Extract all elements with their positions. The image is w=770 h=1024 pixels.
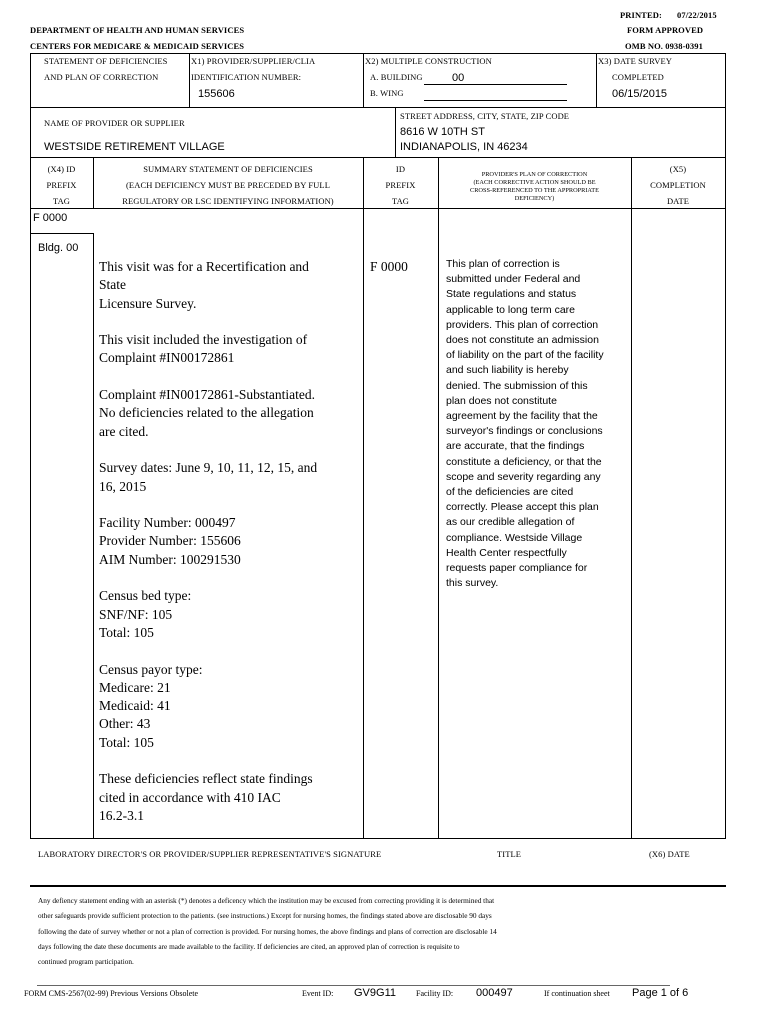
summary-line: Total: 105: [99, 624, 154, 640]
page-number: Page 1 of 6: [632, 987, 689, 999]
plan-instruction-3: DEFICIENCY): [514, 195, 555, 202]
provider-name-label: NAME OF PROVIDER OR SUPPLIER: [44, 118, 185, 128]
signature-rule: [30, 885, 726, 887]
x3-label: X3) DATE SURVEY: [598, 56, 673, 66]
footnote-line: continued program participation.: [38, 957, 134, 967]
signature-label: LABORATORY DIRECTOR'S OR PROVIDER/SUPPLIER REPRESENTATIVE'S SIGNATURE: [38, 849, 382, 859]
summary-line: Census bed type:: [99, 588, 192, 604]
department-name: DEPARTMENT OF HEALTH AND HUMAN SERVICES: [30, 25, 245, 35]
completion-label: COMPLETION: [650, 180, 706, 190]
summary-line: Licensure Survey.: [99, 295, 197, 311]
wing-label: B. WING: [370, 88, 404, 98]
event-id-value: GV9G11: [354, 987, 396, 999]
plan-line: agreement by the facility that the: [446, 410, 598, 423]
event-id-label: Event ID:: [302, 989, 334, 998]
plan-line: submitted under Federal and: [446, 273, 581, 286]
building-value: 00: [452, 72, 465, 84]
summary-line: cited in accordance with 410 IAC: [99, 789, 281, 805]
summary-line: State: [99, 277, 126, 293]
address-line-2: INDIANAPOLIS, IN 46234: [400, 141, 528, 153]
plan-line: plan does not constitute: [446, 394, 557, 407]
provider-name-value: WESTSIDE RETIREMENT VILLAGE: [44, 141, 225, 153]
agency-name: CENTERS FOR MEDICARE & MEDICAID SERVICES: [30, 41, 245, 51]
summary-line: Total: 105: [99, 734, 154, 750]
disclosure-footnote: [38, 893, 718, 969]
plan-line: as our credible allegation of: [446, 516, 575, 529]
plan-line: of liability on the part of the facility: [446, 349, 604, 362]
printed-label: PRINTED:: [620, 10, 662, 20]
summary-line: Medicare: 21: [99, 679, 171, 695]
address-label: STREET ADDRESS, CITY, STATE, ZIP CODE: [400, 111, 570, 121]
plan-line: compliance. Westside Village: [446, 531, 583, 544]
footnote-line: Any defiency statement ending with an asterisk (*) denotes a deficency which the institution may be excused from correcting providing it is determined that: [38, 896, 495, 905]
plan-line: and such liability is hereby: [446, 364, 569, 377]
form-approved-label: FORM APPROVED: [627, 25, 704, 35]
date-label: DATE: [666, 196, 690, 206]
id-label: ID: [395, 164, 406, 174]
summary-line: This visit was for a Recertification and: [99, 259, 309, 274]
plan-tag: F 0000: [370, 259, 408, 274]
statement-label: STATEMENT OF DEFICIENCIES: [44, 56, 168, 66]
plan-line: are accurate, that the findings: [446, 440, 585, 453]
plan-line: scope and severity regarding any: [446, 470, 601, 483]
plan-of-correction-text: [446, 257, 630, 591]
signature-date-label: (X6) DATE: [649, 849, 690, 859]
address-line-1: 8616 W 10TH ST: [400, 126, 485, 138]
id-prefix-label: PREFIX: [385, 180, 416, 190]
summary-line: Complaint #IN00172861: [99, 350, 235, 366]
plan-line: of the deficiencies are cited: [446, 486, 574, 499]
plan-line: applicable to long term care: [446, 303, 575, 316]
plan-line: denied. The submission of this: [446, 379, 588, 392]
footer-rule: [37, 985, 670, 986]
footnote-line: other safeguards provide sufficient protection to the patients. (see instructions.) Except for nursing homes, the findings stated above are disclosable 90 days: [38, 911, 492, 921]
identification-number-label: IDENTIFICATION NUMBER:: [191, 72, 302, 82]
plan-line: State regulations and status: [446, 288, 577, 301]
footnote-line: following the date of survey whether or not a plan of correction is provided. For nursing homes, the above findings and plans of correction are disclosable 14: [38, 926, 497, 936]
plan-line: Health Center respectfully: [446, 546, 567, 559]
plan-line: correctly. Please accept this plan: [446, 501, 599, 514]
summary-statement-label: SUMMARY STATEMENT OF DEFICIENCIES: [143, 164, 313, 174]
summary-line: These deficiencies reflect state findings: [99, 771, 313, 787]
summary-line: Complaint #IN00172861-Substantiated.: [99, 387, 315, 403]
identification-number-value: 155606: [198, 88, 235, 100]
facility-id-value: 000497: [476, 987, 513, 999]
plan-line: requests paper compliance for: [446, 562, 588, 575]
summary-instruction-1: (EACH DEFICIENCY MUST BE PRECEDED BY FULL: [125, 180, 331, 190]
top-rule: [30, 53, 726, 54]
building-label: A. BUILDING: [370, 72, 423, 82]
plan-line: surveyor's findings or conclusions: [446, 425, 603, 438]
plan-line: providers. This plan of correction: [446, 318, 599, 331]
x4-id-label: (X4) ID: [47, 164, 76, 174]
summary-line: 16.2-3.1: [99, 807, 144, 823]
deficiency-tag: F 0000: [33, 212, 68, 224]
x4-prefix-label: PREFIX: [46, 180, 77, 190]
x5-label: (X5): [669, 164, 687, 174]
plan-of-correction-label: AND PLAN OF CORRECTION: [44, 72, 159, 82]
summary-line: Survey dates: June 9, 10, 11, 12, 15, and: [99, 460, 318, 476]
plan-line: does not constitute an admission: [446, 334, 599, 347]
summary-line: 16, 2015: [99, 478, 147, 494]
omb-number: OMB NO. 0938-0391: [625, 41, 703, 51]
id-tag-label: TAG: [391, 196, 410, 206]
printed-date: 07/22/2015: [677, 10, 717, 20]
continuation-label: If continuation sheet: [544, 989, 610, 998]
summary-line: This visit included the investigation of: [99, 332, 308, 348]
summary-line: are cited.: [99, 423, 149, 439]
facility-id-label: Facility ID:: [416, 989, 454, 998]
x1-label: X1) PROVIDER/SUPPLIER/CLIA: [191, 56, 316, 66]
x2-label: X2) MULTIPLE CONSTRUCTION: [365, 56, 492, 66]
footnote-line: days following the date these documents are made available to the facility. If deficiencies are cited, an approved plan of correction is requisite to: [38, 941, 460, 951]
summary-line: No deficiencies related to the allegation: [99, 405, 314, 421]
building-tag: Bldg. 00: [38, 242, 79, 254]
survey-completed-date: 06/15/2015: [612, 88, 668, 100]
summary-line: Medicaid: 41: [99, 698, 171, 714]
summary-line: Provider Number: 155606: [99, 533, 241, 549]
plan-instruction-1: (EACH CORRECTIVE ACTION SHOULD BE: [473, 179, 596, 186]
summary-line: Facility Number: 000497: [99, 515, 236, 531]
plan-line: This plan of correction is: [446, 258, 560, 270]
title-label: TITLE: [497, 849, 522, 859]
plan-line: constitute a deficiency, or that the: [446, 455, 602, 468]
summary-line: SNF/NF: 105: [99, 606, 173, 622]
plan-instruction-2: CROSS-REFERENCED TO THE APPROPRIATE: [470, 187, 599, 194]
summary-statement-text: [99, 258, 361, 825]
form-number: FORM CMS-2567(02-99) Previous Versions Obsolete: [24, 989, 199, 998]
plan-line: this survey.: [446, 577, 499, 590]
summary-instruction-2: REGULATORY OR LSC IDENTIFYING INFORMATION): [122, 196, 334, 206]
summary-line: Census payor type:: [99, 661, 203, 677]
plan-of-correction-header: PROVIDER'S PLAN OF CORRECTION: [481, 171, 588, 178]
x4-tag-label: TAG: [52, 196, 71, 206]
summary-line: AIM Number: 100291530: [99, 551, 241, 567]
summary-line: Other: 43: [99, 716, 151, 732]
completed-label: COMPLETED: [612, 72, 664, 82]
